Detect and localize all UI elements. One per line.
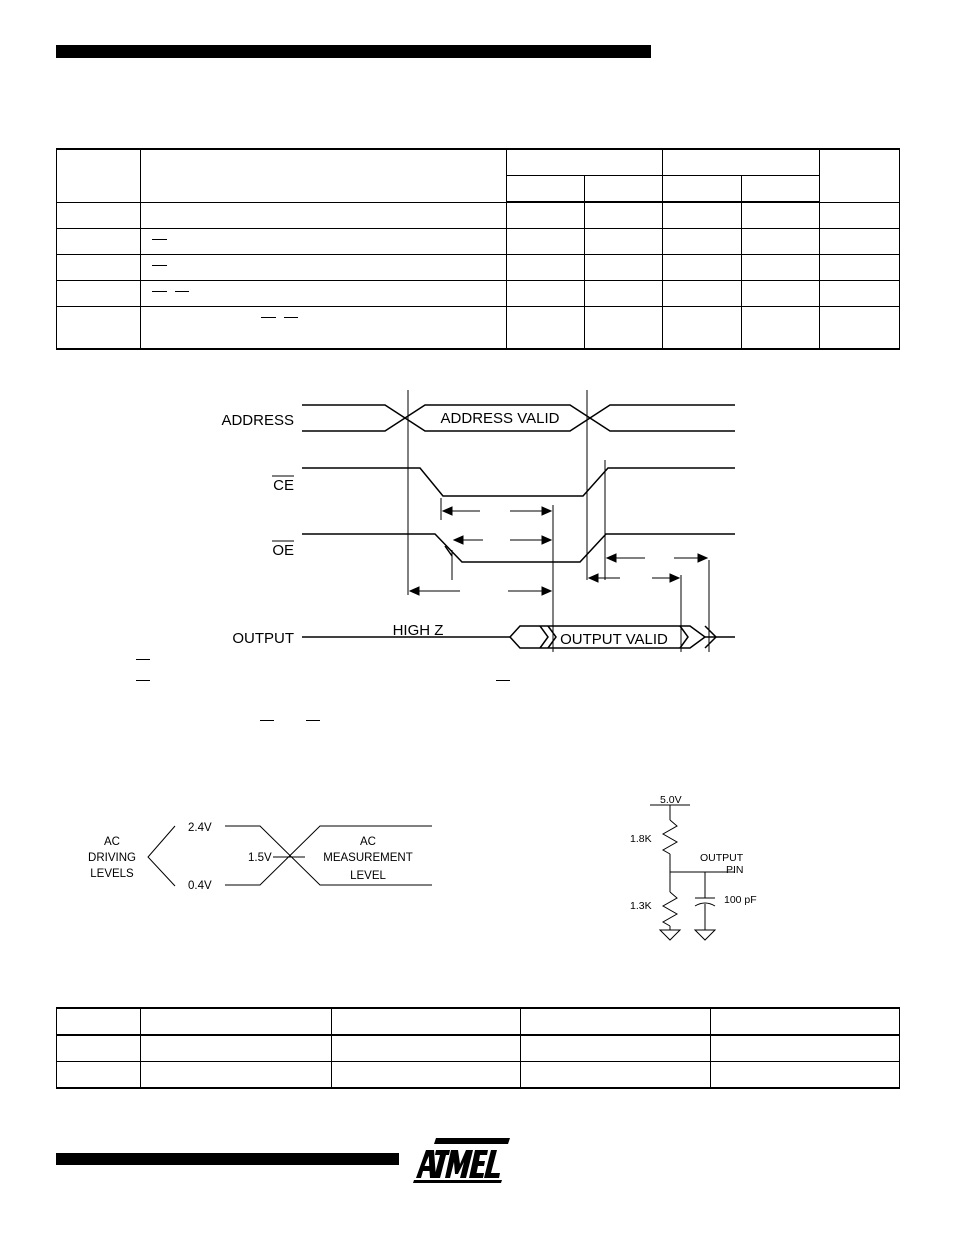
table-cell [585,229,663,255]
header-cell [820,149,900,202]
arrow-head [698,554,707,562]
table-cell [507,202,585,229]
arrow-head [670,574,679,582]
arrow-head [542,587,551,595]
footer-bar [56,1153,399,1165]
header-cell [585,176,663,203]
driving-bracket [148,826,175,886]
driving-label-2: DRIVING [88,852,136,864]
measurement-label-1: AC [360,836,376,848]
ground-left [660,930,680,940]
table-cell [585,281,663,307]
table-row [57,1062,900,1089]
header-cell [507,149,663,176]
low-level-label: 0.4V [188,880,212,892]
note-overbar [136,659,150,660]
table-cell [141,1035,332,1062]
driving-label-3: LEVELS [90,868,134,880]
note-overbar [306,720,320,721]
table-cell [820,229,900,255]
table-cell [57,1062,141,1089]
table-cell [820,281,900,307]
table-header-row [57,1008,900,1035]
table-header-row [57,149,900,176]
table-cell [742,281,820,307]
r-top-label: 1.8K [630,833,652,845]
ground-right [695,930,715,940]
supply-label: 5.0V [660,794,682,806]
driving-label-1: AC [104,836,120,848]
table-cell [57,255,141,281]
table-cell [57,307,141,350]
oe-label: OE [272,542,294,559]
table-cell [332,1062,521,1089]
overbar-mark [152,291,167,292]
header-cell [332,1008,521,1035]
table-cell [507,255,585,281]
ac-read-characteristics-table [56,148,900,350]
arrow-head [542,536,551,544]
table-cell [141,255,507,281]
measurement-label-3: LEVEL [350,870,386,882]
table-row [57,255,900,281]
table-cell [663,202,742,229]
address-invalid-left [302,405,405,431]
header-bar [56,45,651,58]
header-cell [663,149,820,176]
logo-letter-a [416,1150,436,1178]
table-row [57,1035,900,1062]
header-cell [711,1008,900,1035]
table-cell [521,1062,711,1089]
pin-capacitance-table [56,1007,900,1089]
table-cell [332,1035,521,1062]
header-cell [507,176,585,203]
header-cell [521,1008,711,1035]
read-timing-waveform [0,380,954,660]
table-cell [141,202,507,229]
header-cell [57,149,141,202]
table-cell [663,307,742,350]
table-cell [507,281,585,307]
table-cell [742,202,820,229]
output-transition-left [540,626,556,648]
table-cell [141,307,507,350]
table-cell [57,281,141,307]
table-cell [820,202,900,229]
table-cell [507,229,585,255]
output-valid-label: OUTPUT VALID [560,631,668,648]
address-valid-label: ADDRESS VALID [440,410,560,427]
table-cell [663,255,742,281]
logo-swoosh-top [434,1138,510,1144]
header-cell [141,149,507,202]
overbar-mark [152,265,167,266]
r-bottom-label: 1.3K [630,900,652,912]
table-cell [820,255,900,281]
table-cell [585,255,663,281]
pin-label-2: PIN [726,864,744,876]
table-cell [820,307,900,350]
table-cell [663,229,742,255]
address-label: ADDRESS [221,412,294,429]
overbar-mark [152,239,167,240]
note-overbar [496,680,510,681]
table-cell [585,307,663,350]
table-cell [711,1035,900,1062]
overbar-mark [175,291,189,292]
table-cell [742,307,820,350]
arrow-head [454,536,463,544]
ac-levels-diagram [60,815,440,900]
table-row [57,281,900,307]
mid-level-label: 1.5V [248,852,272,864]
header-cell [663,176,742,203]
high-z-label: HIGH Z [392,622,444,639]
output-label: OUTPUT [232,630,294,647]
table-cell [507,307,585,350]
address-invalid-right [590,405,735,431]
arrow-head [589,574,598,582]
overbar-mark [261,317,276,318]
table-row [57,229,900,255]
table-cell [742,229,820,255]
table-cell [141,281,507,307]
table-cell [57,1035,141,1062]
cap-label: 100 pF [724,894,757,906]
table-row [57,202,900,229]
table-cell [141,229,507,255]
arrow-head [410,587,419,595]
output-test-load-schematic [620,790,800,950]
header-cell [57,1008,141,1035]
table-cell [57,202,141,229]
overbar-mark [284,317,298,318]
table-cell [141,1062,332,1089]
resistor-bottom [663,892,677,926]
header-cell [141,1008,332,1035]
pin-label-1: OUTPUT [700,852,744,864]
table-row [57,307,900,350]
ce-waveform [302,468,735,496]
atmel-logo [412,1136,512,1184]
table-cell [711,1062,900,1089]
high-level-label: 2.4V [188,822,212,834]
header-cell [742,176,820,203]
resistor-top [663,820,677,854]
note-overbar [136,680,150,681]
table-cell [57,229,141,255]
table-cell [521,1035,711,1062]
oe-waveform [302,534,735,562]
logo-swoosh-bottom [413,1180,502,1183]
arrow-head [542,507,551,515]
note-overbar [260,720,274,721]
table-cell [585,202,663,229]
arrow-head [607,554,616,562]
table-cell [742,255,820,281]
measurement-label-2: MEASUREMENT [323,852,413,864]
arrow-head [443,507,452,515]
ce-label: CE [273,477,294,494]
logo-letter-m [445,1150,473,1178]
table-cell [663,281,742,307]
